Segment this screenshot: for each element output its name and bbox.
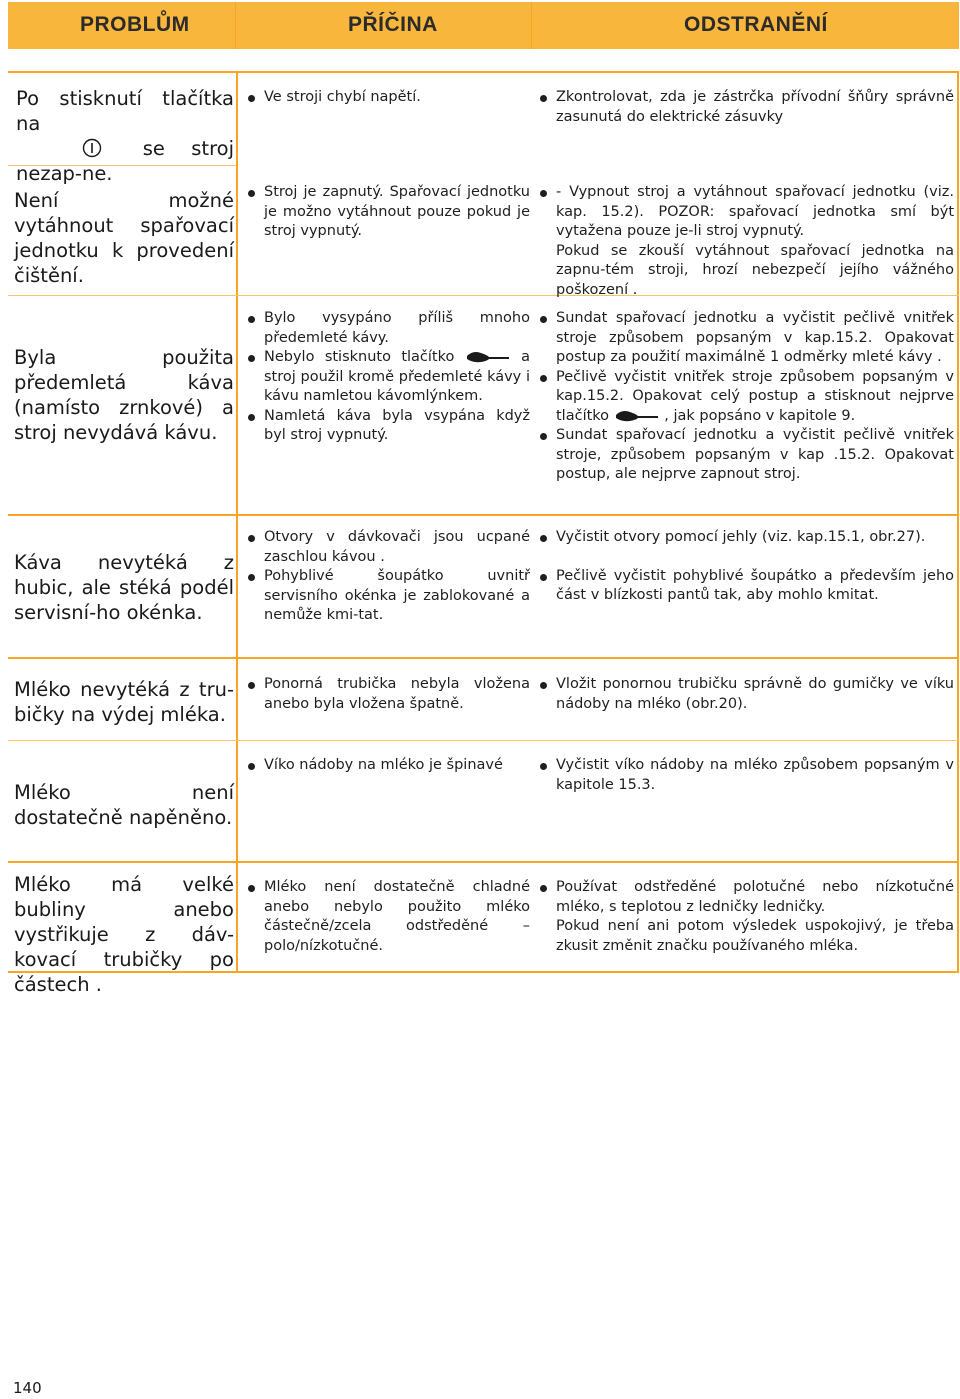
- remedy-list: [540, 756, 954, 795]
- power-button-icon: [82, 138, 102, 158]
- remedy-list: [540, 183, 954, 300]
- problem-text-part: se stroj nezap-ne.: [16, 137, 235, 185]
- bullet: [540, 190, 547, 197]
- cause-list: [248, 878, 530, 956]
- remedy-text: Používat odstředěné polotučné nebo nízkotučné mléko, s teplotou z ledničky ledničky.: [556, 879, 954, 915]
- list-item: [540, 756, 954, 795]
- list-item: [540, 426, 954, 485]
- list-item: [248, 878, 530, 956]
- bullet: [540, 375, 547, 382]
- problem-text: Mléko nevytéká z tru-bičky na výdej mléka.: [14, 678, 234, 726]
- bullet: [540, 433, 547, 440]
- list-item: [540, 309, 954, 368]
- cause-list: [248, 756, 530, 776]
- table-header: [8, 2, 959, 49]
- remedy-text: Pečlivě vyčistit vnitřek stroje způsobem popsaným v kap.15.2. Opakovat celý postup a stisknout nejprve tlačítko: [556, 368, 954, 424]
- remedy-text: Vyčistit víko nádoby na mléko způsobem popsaným v kapitole 15.3.: [556, 757, 954, 793]
- spoon-icon: [465, 350, 511, 364]
- remedy-list: [540, 309, 954, 485]
- cause-list: [248, 88, 530, 108]
- column-divider: [236, 71, 238, 973]
- remedy-list: [540, 88, 954, 127]
- list-item: [248, 88, 530, 108]
- cause-list: [248, 675, 530, 714]
- problem-text: Byla použita předemletá káva (namísto zrnkové) a stroj nevydává kávu.: [14, 346, 234, 444]
- problem-text: Mléko není dostatečně napěněno.: [14, 781, 234, 829]
- cause-text: Stroj je zapnutý. Spařovací jednotku je možno vytáhnout pouze pokud je stroj vypnutý.: [264, 184, 530, 239]
- cause-text: Ponorná trubička nebyla vložena anebo byla vložena špatně.: [264, 676, 530, 712]
- remedy-text: Vložit ponornou trubičku správně do gumičky ve víku nádoby na mléko (obr.20).: [556, 676, 954, 712]
- bullet: [540, 574, 547, 581]
- problem-text-part: Po stisknutí tlačítka na: [16, 87, 234, 135]
- list-item: [540, 528, 954, 548]
- remedy-text: Pokud se zkouší vytáhnout spařovací jednotka na zapnu-tém stroji, hrozí nebezpečí jejího vážného poškození .: [556, 242, 954, 298]
- header-remedy: ODSTRANĚNÍ: [684, 13, 828, 36]
- remedy-text: Sundat spařovací jednotku a vyčistit pečlivě vnitřek stroje, způsobem popsaným v kap .15.2. Opakovat postup, ale nejprve zapnout stroj.: [556, 427, 954, 482]
- remedy-list: [540, 878, 954, 956]
- remedy-list: [540, 675, 954, 714]
- cause-text: Otvory v dávkovači jsou ucpané zaschlou kávou .: [264, 529, 530, 565]
- bullet: [248, 414, 255, 421]
- row-divider: [8, 861, 959, 863]
- bullet: [540, 316, 547, 323]
- table-top-border: [8, 71, 959, 73]
- bullet: [248, 682, 255, 689]
- list-item: [248, 756, 530, 776]
- spoon-icon: [614, 409, 660, 423]
- table-right-border: [957, 71, 959, 973]
- bullet: [540, 535, 547, 542]
- header-divider: [235, 2, 236, 49]
- list-item: [540, 368, 954, 427]
- cause-text: Namletá káva byla vsypána když byl stroj vypnutý.: [264, 407, 530, 443]
- list-item: [248, 528, 530, 567]
- cause-list: [248, 183, 530, 242]
- cause-list: [248, 309, 530, 446]
- problem-text: Mléko má velké bubliny anebo vystřikuje z dáv-kovací trubičky po částech .: [14, 873, 234, 996]
- header-problem: PROBLŮM: [80, 13, 190, 36]
- list-item: [248, 309, 530, 348]
- list-item: [248, 675, 530, 714]
- bullet: [540, 682, 547, 689]
- remedy-text: Sundat spařovací jednotku a vyčistit pečlivě vnitřek stroje způsobem popsaným v kap.15.2. Opakovat postup za použití maximálně 1 odměrky mleté kávy .: [556, 310, 954, 365]
- bullet: [248, 95, 255, 102]
- cause-text: Bylo vysypáno příliš mnoho předemleté kávy.: [264, 310, 530, 346]
- remedy-text: Vyčistit otvory pomocí jehly (viz. kap.15.1, obr.27).: [556, 529, 926, 545]
- header-divider: [531, 2, 532, 49]
- problem-text: Není možné vytáhnout spařovací jednotku k provedení čištění.: [14, 189, 234, 287]
- bullet: [248, 355, 255, 362]
- row-divider: [8, 740, 959, 741]
- header-cause: PŘÍČINA: [348, 13, 438, 36]
- bullet: [248, 535, 255, 542]
- cause-text: Pohyblivé šoupátko uvnitř servisního okénka je zablokované a nemůže kmi-tat.: [264, 568, 530, 623]
- cause-list: [248, 528, 530, 626]
- list-item: [248, 183, 530, 242]
- list-item: [248, 348, 530, 407]
- bullet: [540, 885, 547, 892]
- bullet: [540, 95, 547, 102]
- cause-text: a stroj použil kromě předemleté kávy i kávu namletou kávomlýnkem.: [264, 349, 531, 404]
- row-divider: [8, 657, 959, 659]
- cause-text: Víko nádoby na mléko je špinavé: [264, 757, 503, 773]
- row-divider: [8, 514, 959, 516]
- remedy-text: , jak popsáno v kapitole 9.: [664, 407, 856, 424]
- bullet: [540, 763, 547, 770]
- cause-text: Nebylo stisknuto tlačítko: [264, 349, 455, 365]
- cause-text: Ve stroji chybí napětí.: [264, 89, 421, 105]
- list-item: [540, 878, 954, 917]
- remedy-list: [540, 528, 954, 606]
- list-item: [540, 88, 954, 127]
- page-number: 140: [13, 1379, 42, 1397]
- remedy-text: Zkontrolovat, zda je zástrčka přívodní šňůry správně zasunutá do elektrické zásuvky: [556, 89, 954, 125]
- remedy-text: Pečlivě vyčistit pohyblivé šoupátko a především jeho část v blízkosti pantů tak, aby mohlo kmitat.: [556, 567, 954, 603]
- bullet: [248, 190, 255, 197]
- list-item: [248, 407, 530, 446]
- cause-text: Mléko není dostatečně chladné anebo nebylo použito mléko částečně/zcela odstředěné –polo/nízkotučné.: [264, 879, 530, 954]
- list-item: [540, 183, 954, 242]
- list-item: [248, 567, 530, 626]
- bullet: [248, 574, 255, 581]
- list-item: [540, 675, 954, 714]
- bullet: [248, 763, 255, 770]
- remedy-text: Pokud není ani potom výsledek uspokojivý, je třeba zkusit změnit značku používaného mléka.: [556, 918, 954, 954]
- problem-text: [16, 86, 234, 186]
- problem-text: Káva nevytéká z hubic, ale stéká podél servisní-ho okénka.: [14, 551, 234, 624]
- remedy-text: - Vypnout stroj a vytáhnout spařovací jednotku (viz. kap. 15.2). POZOR: spařovací jednotka smí být vytažena pouze je-li stroj vypnutý.: [556, 184, 954, 239]
- bullet: [248, 885, 255, 892]
- list-item: [540, 567, 954, 606]
- bullet: [248, 316, 255, 323]
